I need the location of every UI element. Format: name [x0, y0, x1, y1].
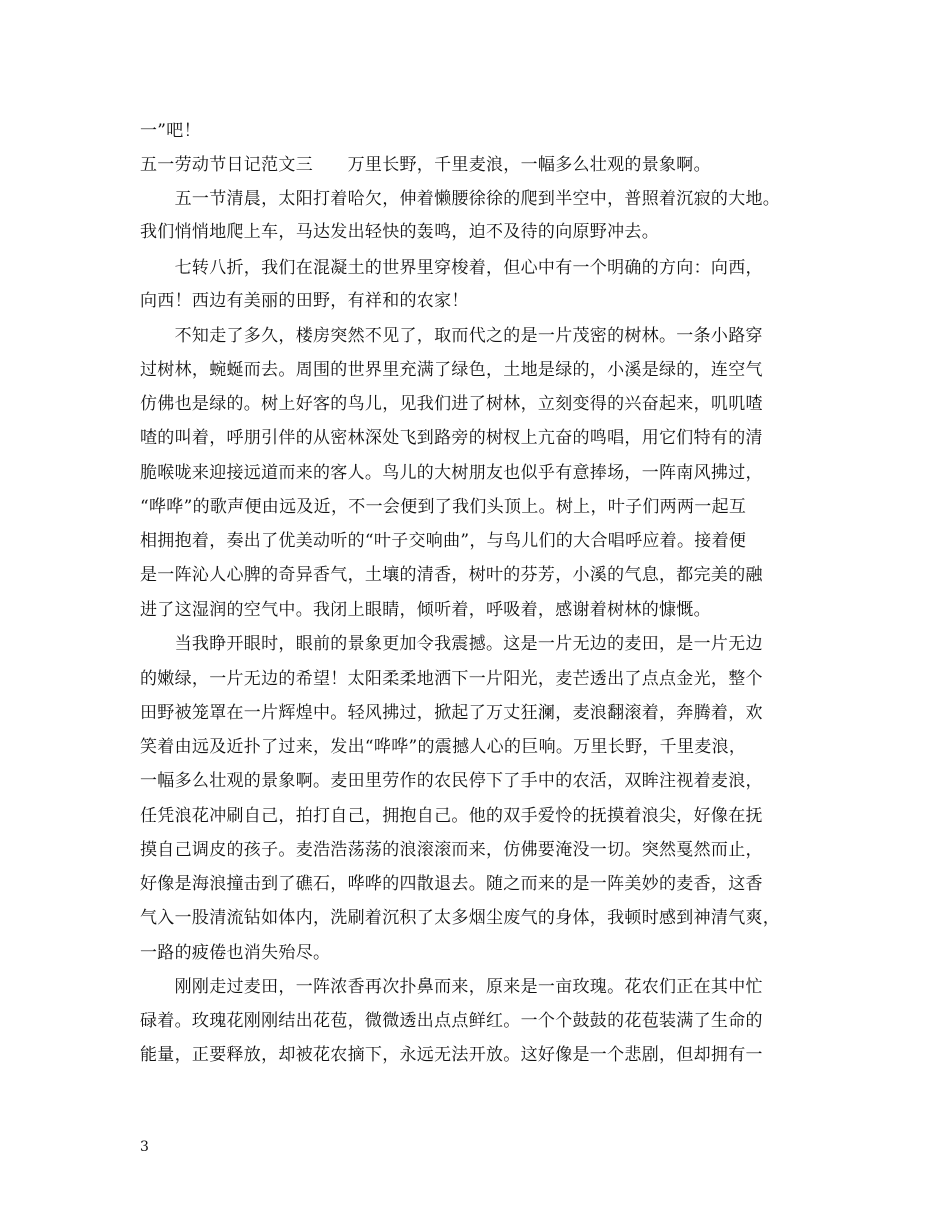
- text-line: 进了这湿润的空气中。我闭上眼睛，倾听着，呼吸着，感谢着树林的慷慨。: [140, 600, 711, 620]
- section-heading-line: 五一劳动节日记范文三 万里长野，千里麦浪，一幅多么壮观的景象啊。: [140, 155, 711, 175]
- text-line: 向西！西边有美丽的田野，有祥和的农家！: [140, 291, 469, 311]
- text-line: 一”吧！: [140, 121, 201, 141]
- text-line: 当我睁开眼时，眼前的景象更加令我震撼。这是一片无边的麦田，是一片无边: [140, 634, 763, 654]
- text-line: 不知走了多久，楼房突然不见了，取而代之的是一片茂密的树林。一条小路穿: [140, 326, 763, 346]
- text-line: 任凭浪花冲刷自己，拍打自己，拥抱自己。他的双手爱怜的抚摸着浪尖，好像在抚: [140, 806, 763, 826]
- text-line: “哗哗”的歌声便由远及近，不一会便到了我们头顶上。树上，叶子们两两一起互: [140, 497, 747, 517]
- text-line: 五一节清晨，太阳打着哈欠，伸着懒腰徐徐的爬到半空中，普照着沉寂的大地。: [140, 189, 781, 209]
- text-line: 七转八折，我们在混凝土的世界里穿梭着，但心中有一个明确的方向：向西，: [140, 258, 763, 278]
- text-line: 能量，正要释放，却被花农摘下，永远无法开放。这好像是一个悲剧，但却拥有一: [140, 1045, 763, 1065]
- text-line: 一幅多么壮观的景象啊。麦田里劳作的农民停下了手中的农活，双眸注视着麦浪，: [140, 771, 763, 791]
- page-number: 3: [140, 1139, 149, 1155]
- text-line: 笑着由远及近扑了过来，发出“哗哗”的震撼人心的巨响。万里长野，千里麦浪，: [140, 737, 747, 757]
- text-line: 气入一股清流钻如体内，洗刷着沉积了太多烟尘废气的身体，我顿时感到神清气爽，: [140, 908, 781, 928]
- text-line: 摸自己调皮的孩子。麦浩浩荡荡的浪滚滚而来，仿佛要淹没一切。突然戛然而止，: [140, 840, 763, 860]
- text-line: 田野被笼罩在一片辉煌中。轻风拂过，掀起了万丈狂澜，麦浪翻滚着，奔腾着，欢: [140, 703, 763, 723]
- text-line: 一路的疲倦也消失殆尽。: [140, 943, 331, 963]
- text-line: 的嫩绿，一片无边的希望！太阳柔柔地洒下一片阳光，麦芒透出了点点金光，整个: [140, 669, 763, 689]
- text-line: 好像是海浪撞击到了礁石，哗哗的四散退去。随之而来的是一阵美妙的麦香，这香: [140, 874, 763, 894]
- text-line: 仿佛也是绿的。树上好客的鸟儿，见我们进了树林，立刻变得的兴奋起来，叽叽喳: [140, 394, 763, 414]
- text-line: 刚刚走过麦田，一阵浓香再次扑鼻而来，原来是一亩玫瑰。花农们正在其中忙: [140, 977, 763, 997]
- text-line: 我们悄悄地爬上车，马达发出轻快的轰鸣，迫不及待的向原野冲去。: [140, 222, 659, 242]
- text-line: 是一阵沁人心脾的奇异香气，土壤的清香，树叶的芬芳，小溪的气息，都完美的融: [140, 565, 763, 585]
- text-line: 喳的叫着，呼朋引伴的从密林深处飞到路旁的树杈上亢奋的鸣唱，用它们特有的清: [140, 428, 763, 448]
- text-line: 过树林，蜿蜒而去。周围的世界里充满了绿色，土地是绿的，小溪是绿的，连空气: [140, 360, 763, 380]
- text-line: 脆喉咙来迎接远道而来的客人。鸟儿的大树朋友也似乎有意捧场，一阵南风拂过，: [140, 463, 763, 483]
- text-line: 碌着。玫瑰花刚刚结出花苞，微微透出点点鲜红。一个个鼓鼓的花苞装满了生命的: [140, 1011, 763, 1031]
- text-line: 相拥抱着，奏出了优美动听的“叶子交响曲”，与鸟儿们的大合唱呼应着。接着便: [140, 531, 747, 551]
